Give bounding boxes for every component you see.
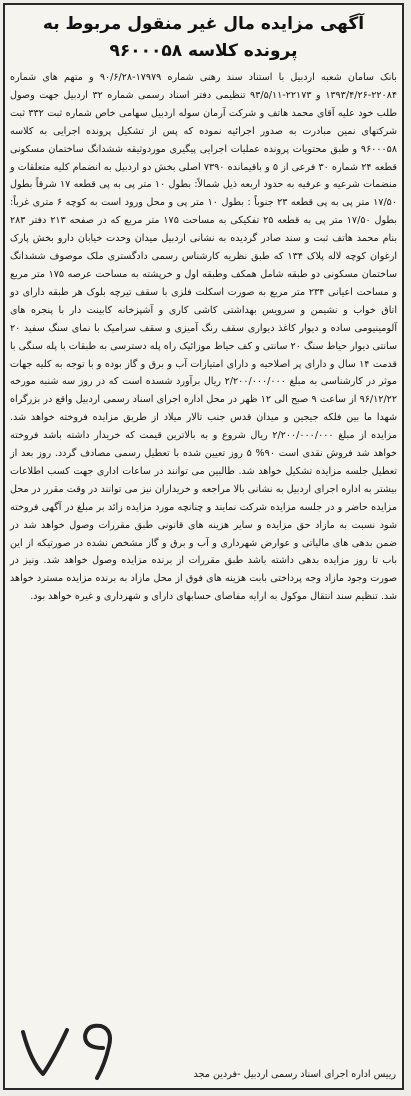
notice-case-number: پرونده کلاسه ۹۶۰۰۰۵۸ xyxy=(109,41,298,61)
signature-line: رییس اداره اجرای اسناد رسمی اردبیل -فردین مجد xyxy=(193,1069,396,1080)
auction-notice xyxy=(3,3,404,1090)
handwritten-number-mark xyxy=(13,1018,125,1082)
notice-title: آگهی مزایده مال غیر منقول مربوط به xyxy=(42,14,365,34)
notice-body: بانک سامان شعبه اردبیل با استناد سند رهنی شماره ۱۷۹۷۹-۹۰/۶/۲۸ و متهم های شماره ۲۲۰۸۴-۱۳۹۳/۴/۲۶ و ۲۲۱۷۳-۹۳/۵/۱۱ تنظیمی دفتر اسناد رسمی شماره ۳۲ اردبیل جهت وصول طلب خود علیه آقای محمد هاتف و شرکت آرمان سوله اردبیل سهامی خاص شماره ثبت ۳۳۲ ثبت شرکتهای نمین مبادرت به صدور اجرائیه نموده که پس از تشکیل پرونده اجرایی به کلاسه ۹۶۰۰۰۵۸ و طبق محتویات پرونده عملیات اجرایی پیگیری موردوثیقه ششدانگ ساختمان مسکونی قطعه ۲۴ شماره ۳۰ فرعی از ۵ و باقیمانده ۷۳۹۰ اصلی بخش دو اردبیل به انضمام کلیه متعلقات و منضمات شرعیه و عرفیه به حدود اربعه ذیل شمالاً: بطول ۱۰ متر پی به پی قطعه ۱۷ شرقاً بطول ۱۷/۵۰ متر پی به پی قطعه ۲۳ جنوباً : بطول ۱۰ متر پی و محل ورود است به کوچه ۶ متری غرباً: بطول ۱۷/۵۰ متر پی به قطعه ۲۵ تفکیکی به مساحت ۱۷۵ متر مربع که در صفحه ۲۱۳ دفتر ۲۸۳ بنام محمد هاتف ثبت و سند صادر گردیده به نشانی اردبیل میدان وحدت خیابان دارو بخش پارک ارغوان کوچه لاله پلاک ۱۳۴ که طبق نظریه کارشناس رسمی دادگستری ملک موصوف ششدانگ ساختمان مسکونی دو طبقه شامل همکف وطبقه اول و خرپشته به مساحت عرصه ۱۷۵ متر مربع و مساحت اعیانی ۲۳۴ متر مربع به صورت اسکلت فلزی با سقف تیرچه بلوک هر طبقه دارای دو اتاق خواب و نشیمن و سرویس بهداشتی کاشی کاری و آشپزخانه کابینت دار با پنجره های آلومینیومی ساده و دیوار کاغذ دیواری سقف رنگ آمیزی و سقف سرامیک با نمای سنگ سفید ۲۰ سانتی دیوار حیاط سنگ ۲۰ سانتی و کف حیاط موزائیک راه پله دسترسی به طبقات با پله سنگی با قدمت ۱۴ سال و دارای پر اصلاحیه و دارای امتیازات آب و برق و گاز بوده و با توجه به کلیه جهات موثر در کارشناسی به مبلغ ۲/۲۰۰/۰۰۰/۰۰۰ ریال برآورد شسده است که در روز سه شنبه مورخه ۹۶/۱۲/۲۲ از ساعت ۹ صبح الی ۱۲ ظهر در محل اداره اجرای اسناد رسمی اردبیل واقع در بزرگراه شهدا ما بین فلکه جیجین و میدان قدس جنب تالار میلاد از طریق مزایده فروخته خواهد شد. مزایده از مبلغ ۲/۲۰۰/۰۰۰/۰۰۰ ریال شروع و به بالاترین قیمت که خریدار داشته باشد فروخته خواهد شد فروش نقدی است ۹۰% ۵ روز تعیین شده با تعطیل رسمی مصادف گردد. روز بعد از تعطیل جلسه مزایده تشکیل خواهد شد. طالبین می توانند در ساعات اداری جهت کسب اطلاعات بیشتر به اداره اجرای اردبیل به نشانی بالا مراجعه و خریداران نیز می توانند در وقت مقرر در محل مزایده حاضر و در جلسه مزایده شرکت نمایند و چنانچه مورد مزایده زائد بر مبلغ در آگهی فروخته شود نسبت به مازاد حق مزایده و سایر هزینه های قانونی طبق مقررات وصول خواهد شد در ضمن بدهی های مالیاتی و عوارض شهرداری و آب و برق و گاز مشخص نشده در صورتیکه از این باب تا روز مزایده بدهی داشته باشد طبق مقررات از برنده مزایده وصول خواهد شد. ونیز در صورت وجود مازاد وجه پرداختی بابت هزینه های فوق از محل مازاد به برنده مزایده مسترد خواهد شد. تنظیم سند انتقال موکول به ارایه مفاصای حسابهای دارای و شهرداری و غیره خواهد بود. xyxy=(10,72,397,603)
